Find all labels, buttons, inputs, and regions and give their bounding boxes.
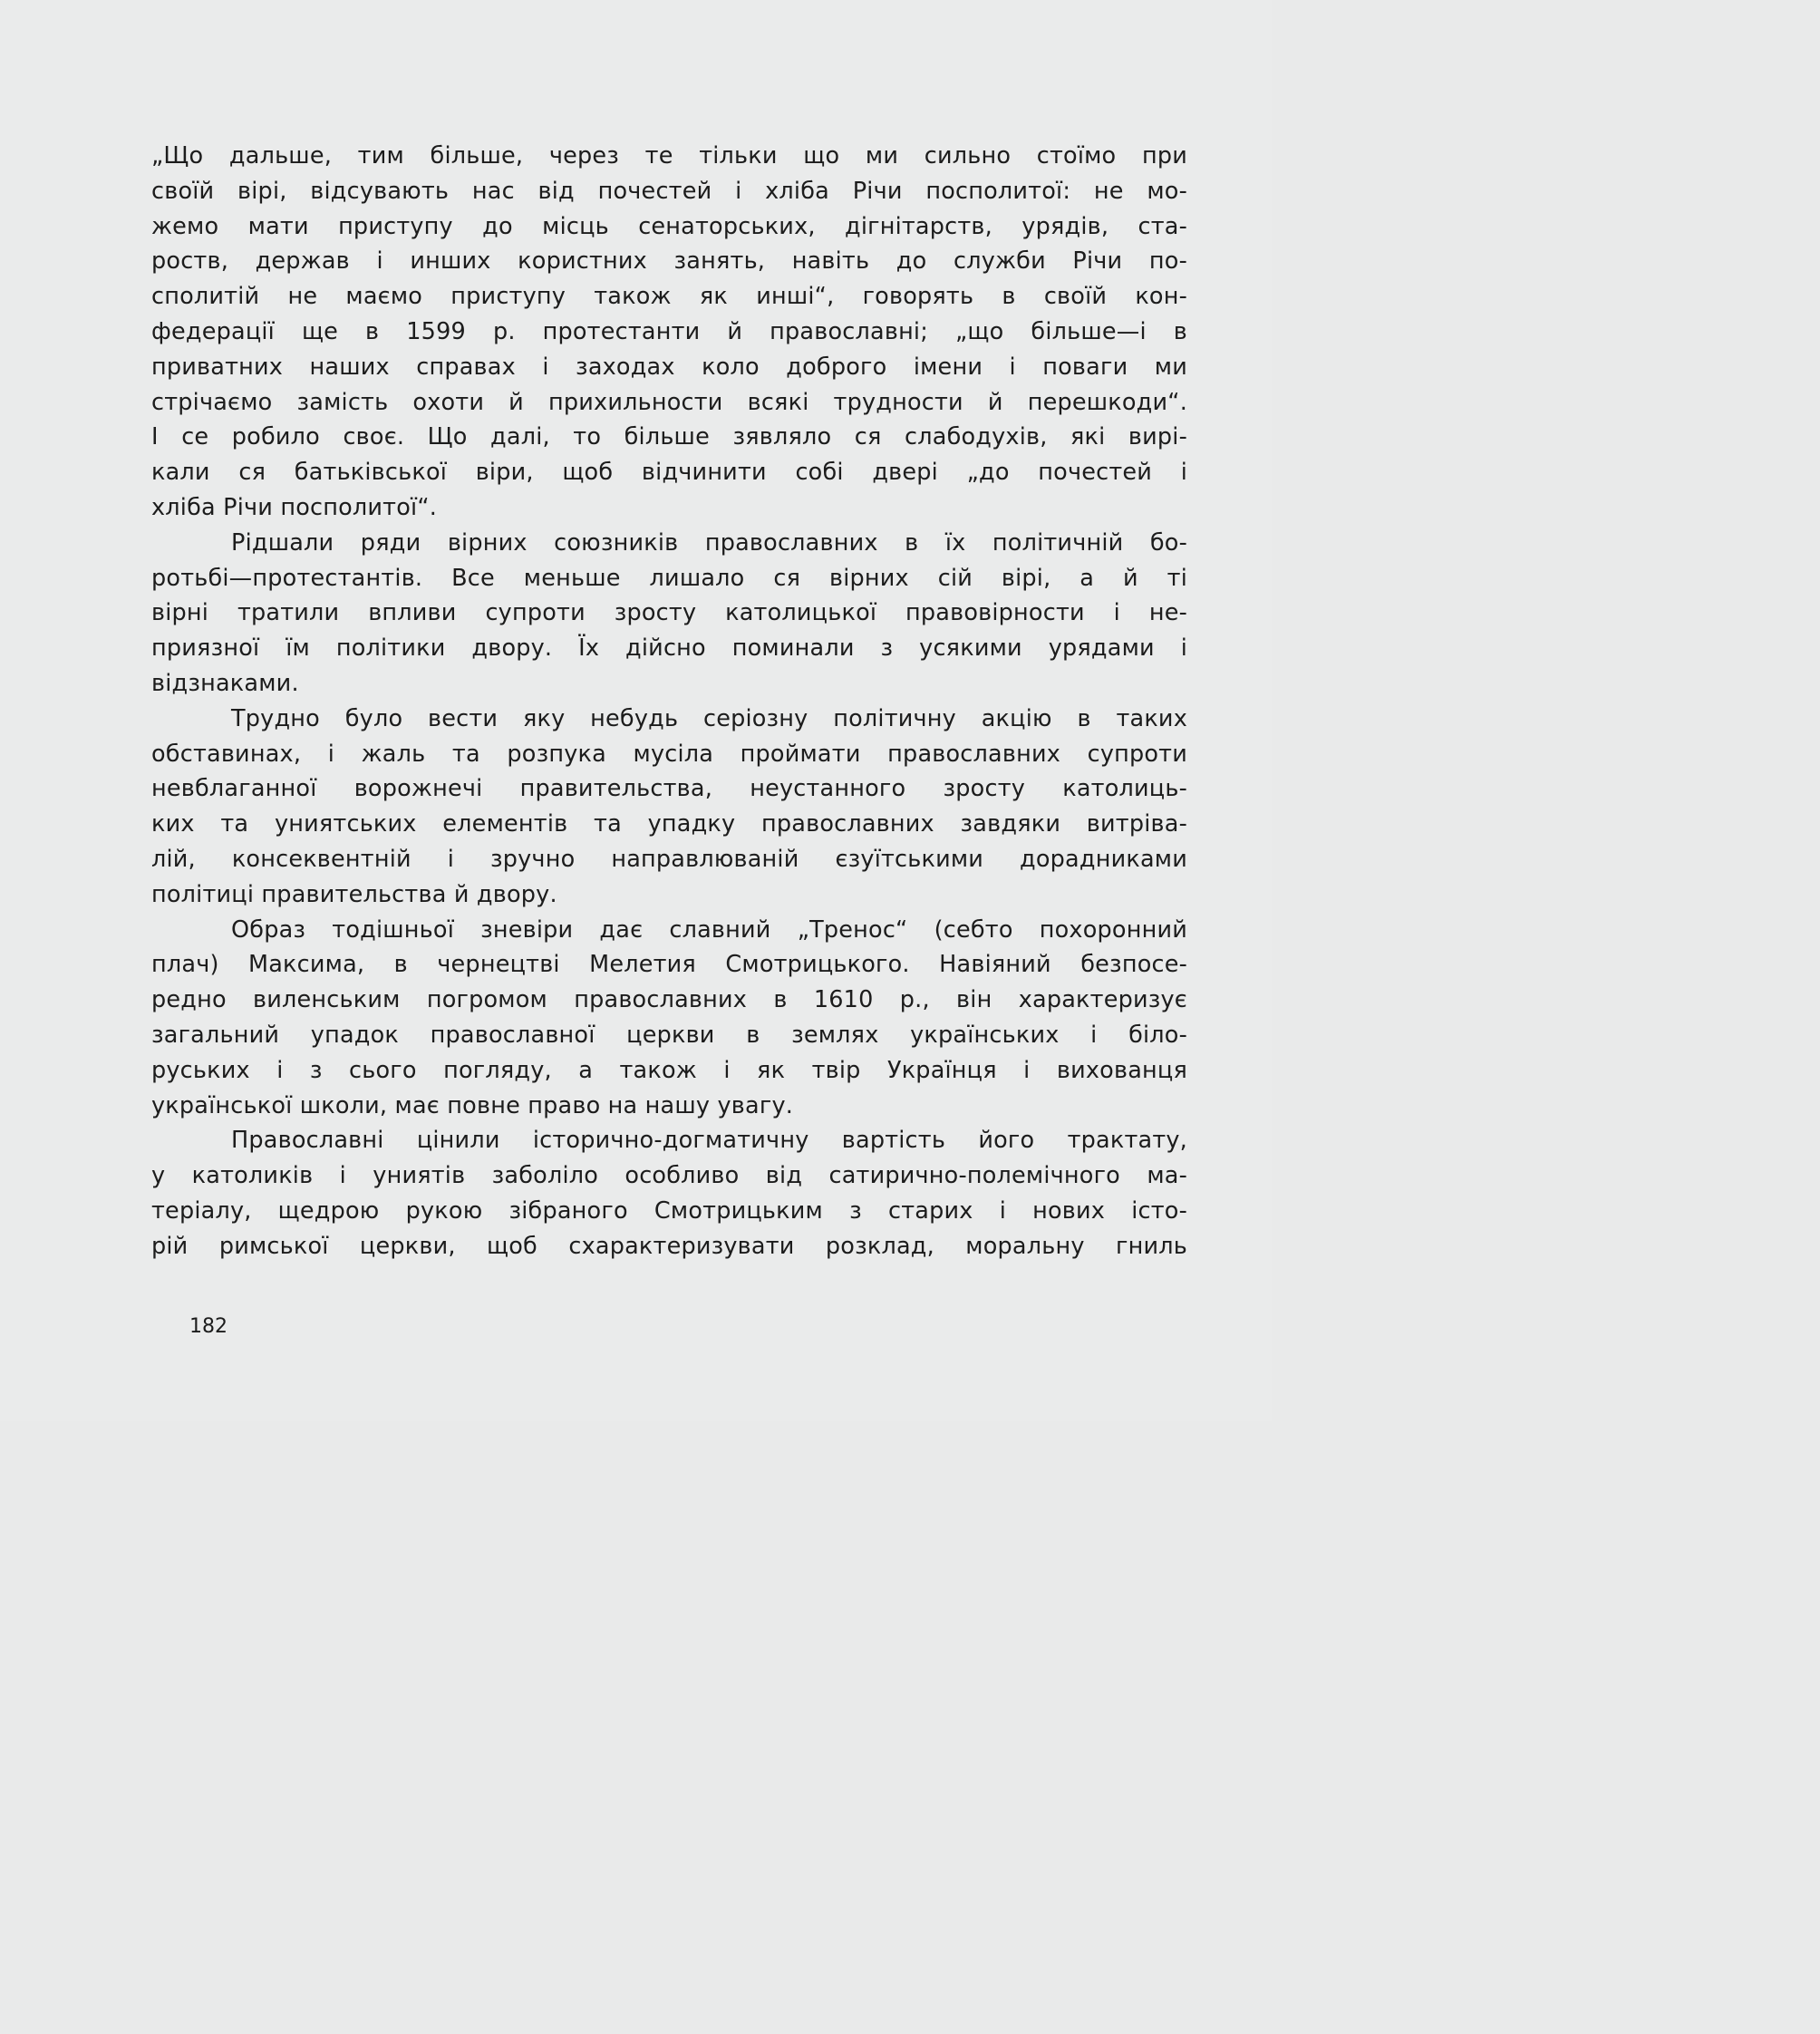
text-line: відзнаками. bbox=[151, 669, 299, 697]
text-line: приватних наших справах і заходах коло доброго імени і поваги ми bbox=[151, 353, 1187, 381]
text-line: невблаганної ворожнечі правительства, неустанного зросту католиць- bbox=[151, 775, 1187, 803]
text-line: хліба Річи посполитої“. bbox=[151, 493, 438, 521]
text-line: загальний упадок православної церкви в землях українських і біло- bbox=[151, 1021, 1187, 1049]
text-line: І се робило своє. Що далі, то більше зявляло ся слабодухів, які вирі- bbox=[151, 423, 1187, 451]
page-number: 182 bbox=[189, 1315, 228, 1338]
text-line: у католиків і униятів заболіло особливо від сатирично-полемічного ма- bbox=[151, 1162, 1187, 1190]
text-line: кали ся батьківської віри, щоб відчинити собі двері „до почестей і bbox=[151, 459, 1187, 487]
text-line: ротьбі—протестантів. Все меньше лишало ся вірних сій вірі, а й ті bbox=[151, 564, 1187, 592]
paragraph bbox=[151, 139, 1187, 526]
text-line: федерації ще в 1599 р. протестанти й православні; „що більше—і в bbox=[151, 317, 1187, 345]
body-text bbox=[151, 139, 1187, 1264]
paragraph bbox=[151, 702, 1187, 913]
text-line: української школи, має повне право на нашу увагу. bbox=[151, 1091, 794, 1119]
text-line: Православні цінили історично-догматичну вартість його трактату, bbox=[231, 1127, 1187, 1155]
text-line: рій римської церкви, щоб схарактеризувати розклад, моральну гниль bbox=[151, 1232, 1187, 1260]
text-line: приязної їм політики двору. Їх дійсно поминали з усякими урядами і bbox=[151, 634, 1187, 663]
paragraph bbox=[151, 1123, 1187, 1264]
text-line: ких та униятських елементів та упадку православних завдяки витріва- bbox=[151, 810, 1187, 838]
text-line: роств, держав і инших користних занять, навіть до служби Річи по- bbox=[151, 247, 1187, 276]
paragraph bbox=[151, 526, 1187, 702]
text-line: руських і з сього погляду, а також і як твір Українця і вихованця bbox=[151, 1056, 1187, 1084]
text-line: своїй вірі, відсувають нас від почестей і хліба Річи посполитої: не мо- bbox=[151, 177, 1187, 205]
text-line: редно виленським погромом православних в 1610 р., він характеризує bbox=[151, 986, 1187, 1014]
text-line: Рідшали ряди вірних союзників православних в їх політичній бо- bbox=[231, 528, 1187, 557]
paragraph bbox=[151, 913, 1187, 1124]
text-line: Образ тодішньої зневіри дає славний „Тренос“ (себто похоронний bbox=[231, 915, 1187, 944]
text-line: стрічаємо замість охоти й прихильности всякі трудности й перешкоди“. bbox=[151, 388, 1187, 416]
text-line: лій, консеквентній і зручно направлюваній єзуїтськими дорадниками bbox=[151, 845, 1187, 873]
text-line: Трудно було вести яку небудь серіозну політичну акцію в таких bbox=[231, 704, 1187, 732]
text-line: „Що дальше, тим більше, через те тільки що ми сильно стоїмо при bbox=[151, 142, 1187, 170]
book-page bbox=[0, 0, 1272, 1421]
text-line: обставинах, і жаль та розпука мусіла проймати православних супроти bbox=[151, 740, 1187, 768]
text-line: жемо мати приступу до місць сенаторських, дігнітарств, урядів, ста- bbox=[151, 212, 1187, 240]
text-line: вірні тратили впливи супроти зросту католицької правовірности і не- bbox=[151, 599, 1187, 627]
text-line: сполитій не маємо приступу також як инші“, говорять в своїй кон- bbox=[151, 283, 1187, 311]
text-line: теріалу, щедрою рукою зібраного Смотрицьким з старих і нових істо- bbox=[151, 1196, 1187, 1225]
text-line: плач) Максима, в чернецтві Мелетия Смотрицького. Навіяний безпосе- bbox=[151, 951, 1187, 979]
text-line: політиці правительства й двору. bbox=[151, 880, 557, 908]
